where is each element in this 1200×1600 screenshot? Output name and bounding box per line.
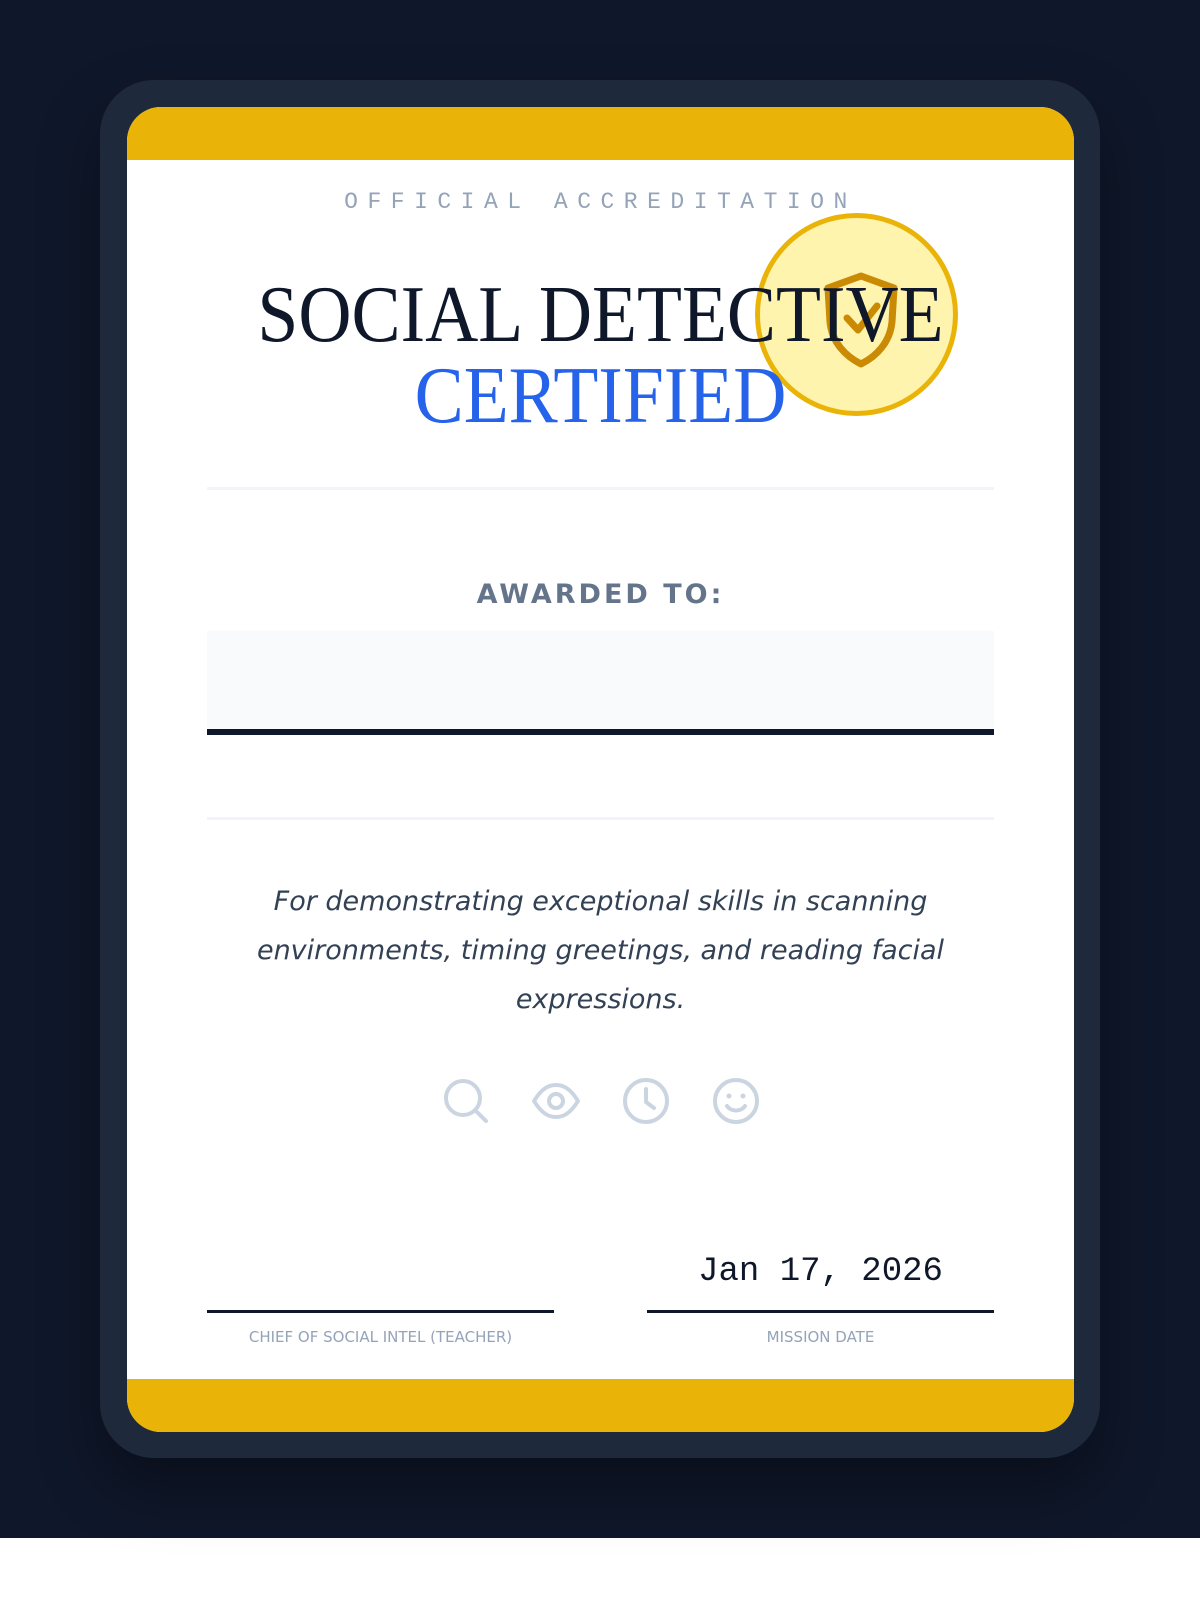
divider <box>207 487 994 490</box>
certificate-card <box>127 107 1074 1432</box>
awarded-to-label: AWARDED TO: <box>476 579 725 610</box>
date-line <box>647 1310 994 1313</box>
certificate-subtitle: CERTIFIED <box>414 352 787 440</box>
date-caption: MISSION DATE <box>766 1328 875 1346</box>
bottom-gold-stripe <box>127 1379 1074 1432</box>
top-gold-stripe <box>127 107 1074 160</box>
eyebrow-text: OFFICIAL ACCREDITATION <box>344 189 857 215</box>
divider <box>207 817 994 820</box>
clock-icon <box>620 1075 672 1127</box>
skill-icons-row <box>127 1075 1074 1127</box>
recipient-name-input[interactable] <box>207 631 994 735</box>
certificate-title: SOCIAL DETECTIVE <box>257 271 944 359</box>
smile-icon <box>710 1075 762 1127</box>
citation-text: For demonstrating exceptional skills in scanning environments, timing greetings, and reading facial expressions. <box>256 886 945 1015</box>
mission-date-value: Jan 17, 2026 <box>698 1253 943 1291</box>
search-icon <box>440 1075 492 1127</box>
signature-caption: CHIEF OF SOCIAL INTEL (TEACHER) <box>248 1328 513 1346</box>
signature-line <box>207 1310 554 1313</box>
eye-icon <box>530 1075 582 1127</box>
